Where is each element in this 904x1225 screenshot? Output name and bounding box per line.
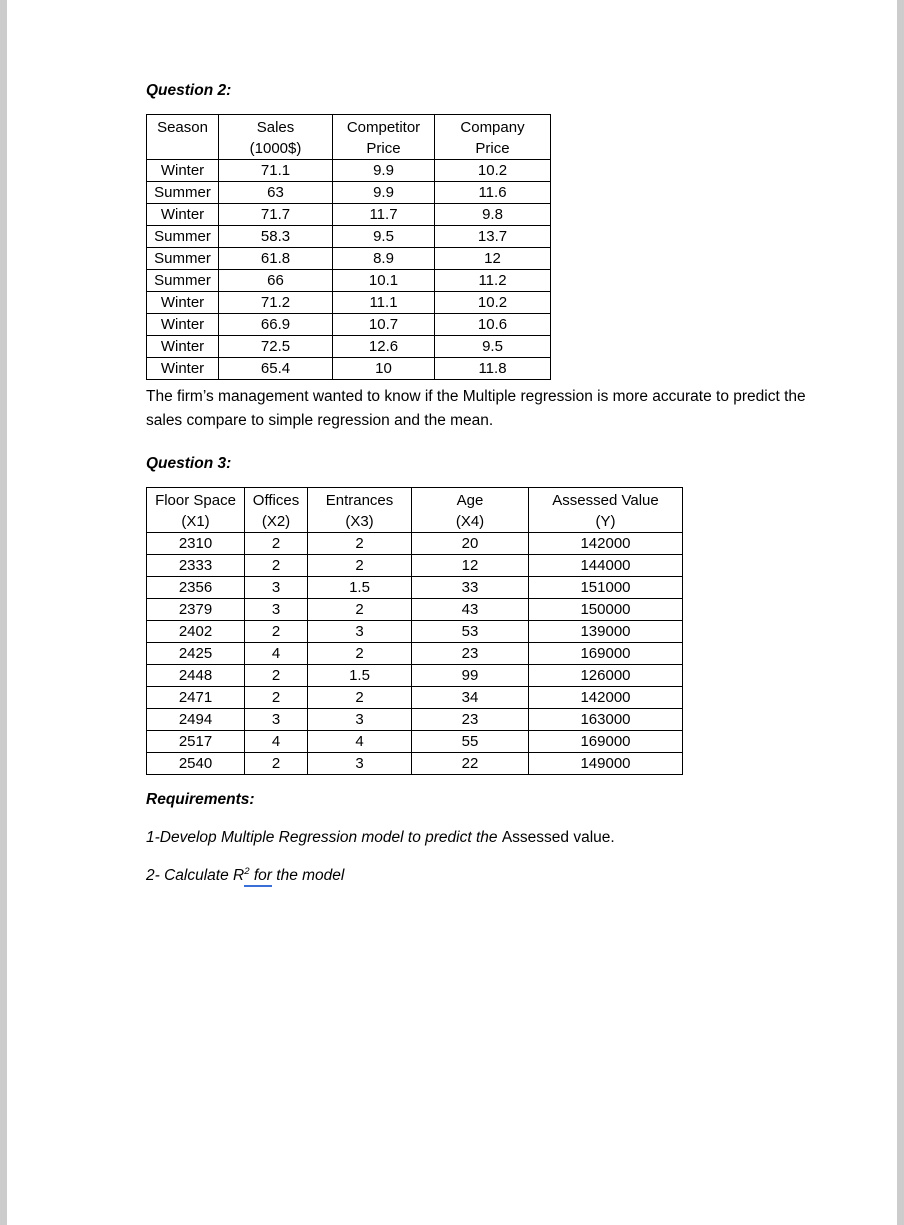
table-cell: 2 bbox=[245, 753, 308, 775]
header-row bbox=[147, 115, 551, 160]
table-cell: 23 bbox=[412, 709, 529, 731]
requirement-1-regular-text: Assessed value. bbox=[501, 829, 615, 846]
table-cell: 2333 bbox=[147, 555, 245, 577]
table-row bbox=[147, 709, 683, 731]
table-cell: Winter bbox=[147, 336, 219, 358]
table-cell: 3 bbox=[308, 709, 412, 731]
table-cell: Winter bbox=[147, 314, 219, 336]
table-cell: 66 bbox=[219, 270, 333, 292]
table-cell: 2 bbox=[308, 687, 412, 709]
requirement-2-prefix-text: 2- Calculate R bbox=[146, 867, 245, 884]
table-cell: 58.3 bbox=[219, 226, 333, 248]
table-cell: 11.2 bbox=[435, 270, 551, 292]
table-row bbox=[147, 599, 683, 621]
table-cell: 10.1 bbox=[333, 270, 435, 292]
column-header: Offices (X2) bbox=[245, 488, 308, 533]
table-cell: 9.8 bbox=[435, 204, 551, 226]
column-header: Entrances (X3) bbox=[308, 488, 412, 533]
table-cell: 9.9 bbox=[333, 182, 435, 204]
table-cell: 150000 bbox=[529, 599, 683, 621]
document-page bbox=[7, 0, 897, 1225]
table-cell: 2425 bbox=[147, 643, 245, 665]
header-row bbox=[147, 488, 683, 533]
table-cell: 2 bbox=[245, 533, 308, 555]
table-cell: 2 bbox=[245, 621, 308, 643]
requirement-2-suffix-text: the model bbox=[271, 867, 345, 884]
table-cell: Summer bbox=[147, 226, 219, 248]
table-cell: 71.1 bbox=[219, 160, 333, 182]
table-cell: 2448 bbox=[147, 665, 245, 687]
table-cell: 2 bbox=[245, 665, 308, 687]
table-cell: 169000 bbox=[529, 643, 683, 665]
table-cell: 1.5 bbox=[308, 577, 412, 599]
table-cell: 55 bbox=[412, 731, 529, 753]
table-cell: Summer bbox=[147, 182, 219, 204]
table-cell: 72.5 bbox=[219, 336, 333, 358]
requirements-title: Requirements: bbox=[146, 791, 255, 808]
table-cell: 2 bbox=[308, 555, 412, 577]
table-cell: 34 bbox=[412, 687, 529, 709]
table-cell: 3 bbox=[308, 621, 412, 643]
r-squared-superscript: 2 bbox=[244, 865, 250, 877]
table-cell: Summer bbox=[147, 270, 219, 292]
table-cell: 9.5 bbox=[333, 226, 435, 248]
column-header: Floor Space (X1) bbox=[147, 488, 245, 533]
table-cell: 2356 bbox=[147, 577, 245, 599]
table-cell: 2494 bbox=[147, 709, 245, 731]
requirement-1 bbox=[146, 829, 837, 847]
table-cell: 66.9 bbox=[219, 314, 333, 336]
table-cell: 11.8 bbox=[435, 358, 551, 380]
table-cell: 22 bbox=[412, 753, 529, 775]
column-header: Assessed Value (Y) bbox=[529, 488, 683, 533]
table-cell: Summer bbox=[147, 248, 219, 270]
column-header: Company Price bbox=[435, 115, 551, 160]
table-row bbox=[147, 292, 551, 314]
table-cell: 2517 bbox=[147, 731, 245, 753]
table-cell: 4 bbox=[308, 731, 412, 753]
table-row bbox=[147, 182, 551, 204]
table-cell: 9.9 bbox=[333, 160, 435, 182]
table-row bbox=[147, 753, 683, 775]
table-cell: 142000 bbox=[529, 687, 683, 709]
requirement-2 bbox=[146, 867, 837, 885]
table-cell: 3 bbox=[308, 753, 412, 775]
table-cell: 10 bbox=[333, 358, 435, 380]
table-cell: 2310 bbox=[147, 533, 245, 555]
table-cell: 2379 bbox=[147, 599, 245, 621]
table-cell: 12 bbox=[435, 248, 551, 270]
table-cell: 10.2 bbox=[435, 160, 551, 182]
table-cell: 20 bbox=[412, 533, 529, 555]
table-row bbox=[147, 314, 551, 336]
table-cell: 43 bbox=[412, 599, 529, 621]
table-cell: 8.9 bbox=[333, 248, 435, 270]
document-content bbox=[7, 0, 837, 885]
table-cell: 10.6 bbox=[435, 314, 551, 336]
table-cell: 2 bbox=[245, 555, 308, 577]
table-cell: 23 bbox=[412, 643, 529, 665]
table-cell: 12 bbox=[412, 555, 529, 577]
table-cell: 126000 bbox=[529, 665, 683, 687]
table-row bbox=[147, 555, 683, 577]
table-cell: 151000 bbox=[529, 577, 683, 599]
question2-title: Question 2: bbox=[146, 82, 232, 99]
table-cell: 4 bbox=[245, 731, 308, 753]
table-cell: Winter bbox=[147, 204, 219, 226]
table-cell: 61.8 bbox=[219, 248, 333, 270]
table-cell: 2471 bbox=[147, 687, 245, 709]
table-row bbox=[147, 204, 551, 226]
table-cell: 169000 bbox=[529, 731, 683, 753]
question2-paragraph: The firm’s management wanted to know if the Multiple regression is more accurate to predict the sales compare to simple regression and the mean. bbox=[146, 388, 806, 429]
table-cell: 144000 bbox=[529, 555, 683, 577]
table-row bbox=[147, 358, 551, 380]
table-cell: Winter bbox=[147, 160, 219, 182]
table-cell: 4 bbox=[245, 643, 308, 665]
question2-table bbox=[146, 114, 551, 380]
table-row bbox=[147, 643, 683, 665]
table-row bbox=[147, 577, 683, 599]
table-cell: 11.1 bbox=[333, 292, 435, 314]
question3-title: Question 3: bbox=[146, 455, 232, 472]
column-header: Season bbox=[147, 115, 219, 160]
table-row bbox=[147, 533, 683, 555]
table-cell: 10.2 bbox=[435, 292, 551, 314]
table-cell: 63 bbox=[219, 182, 333, 204]
table-cell: 2 bbox=[308, 533, 412, 555]
table-cell: 3 bbox=[245, 709, 308, 731]
table-cell: 12.6 bbox=[333, 336, 435, 358]
table-cell: 11.7 bbox=[333, 204, 435, 226]
requirement-2-grammar-marked-text bbox=[244, 867, 272, 887]
table-row bbox=[147, 731, 683, 753]
table-row bbox=[147, 621, 683, 643]
requirement-1-italic-text: 1-Develop Multiple Regression model to predict the bbox=[146, 829, 502, 846]
table-cell: 1.5 bbox=[308, 665, 412, 687]
table-cell: 71.7 bbox=[219, 204, 333, 226]
table-cell: 99 bbox=[412, 665, 529, 687]
table-cell: 149000 bbox=[529, 753, 683, 775]
column-header: Sales (1000$) bbox=[219, 115, 333, 160]
table-cell: 13.7 bbox=[435, 226, 551, 248]
table-cell: 71.2 bbox=[219, 292, 333, 314]
requirement-2-underlined-text: for bbox=[249, 867, 272, 884]
table-cell: Winter bbox=[147, 358, 219, 380]
table-row bbox=[147, 687, 683, 709]
table-row bbox=[147, 270, 551, 292]
table-cell: 2402 bbox=[147, 621, 245, 643]
column-header: Competitor Price bbox=[333, 115, 435, 160]
table-cell: 3 bbox=[245, 577, 308, 599]
table-cell: 2 bbox=[308, 599, 412, 621]
question3-table bbox=[146, 487, 683, 775]
table-cell: 3 bbox=[245, 599, 308, 621]
table-cell: 10.7 bbox=[333, 314, 435, 336]
table-cell: 163000 bbox=[529, 709, 683, 731]
table-cell: 139000 bbox=[529, 621, 683, 643]
table-row bbox=[147, 665, 683, 687]
table-cell: 33 bbox=[412, 577, 529, 599]
table-cell: 2540 bbox=[147, 753, 245, 775]
table-row bbox=[147, 226, 551, 248]
table-row bbox=[147, 160, 551, 182]
table-row bbox=[147, 336, 551, 358]
table-cell: 53 bbox=[412, 621, 529, 643]
table-cell: 2 bbox=[245, 687, 308, 709]
table-cell: Winter bbox=[147, 292, 219, 314]
table-cell: 11.6 bbox=[435, 182, 551, 204]
table-cell: 2 bbox=[308, 643, 412, 665]
table-cell: 9.5 bbox=[435, 336, 551, 358]
table-cell: 142000 bbox=[529, 533, 683, 555]
table-row bbox=[147, 248, 551, 270]
table-cell: 65.4 bbox=[219, 358, 333, 380]
column-header: Age (X4) bbox=[412, 488, 529, 533]
